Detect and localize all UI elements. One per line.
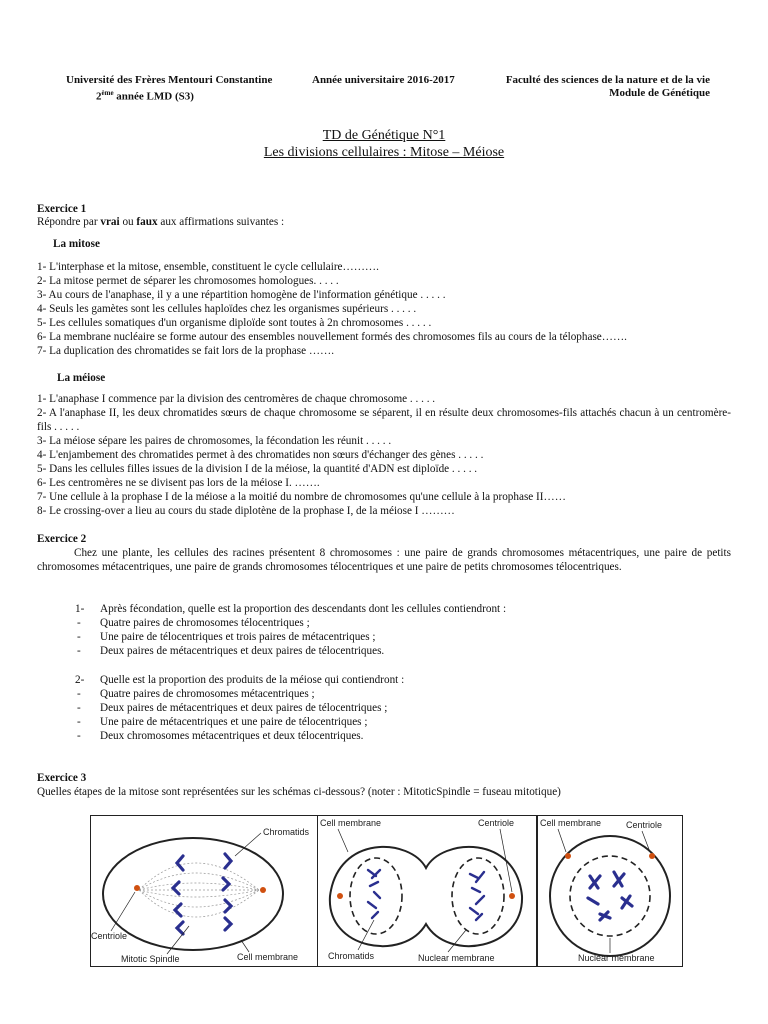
- list-item: 5- Dans les cellules filles issues de la division I de la méiose, la quantité d'ADN est diploïde . . . . .: [37, 463, 478, 475]
- question-number: 2-: [75, 674, 85, 686]
- bullet-dash: -: [77, 730, 81, 742]
- label-cell-membrane: Cell membrane: [237, 952, 299, 962]
- nuclear-membrane-outline: [570, 856, 650, 936]
- list-item: Une paire de télocentriques et trois paires de métacentriques ;: [100, 631, 376, 643]
- mitose-heading: La mitose: [53, 238, 100, 250]
- list-item: Deux paires de métacentriques et deux paires de télocentriques.: [100, 645, 385, 657]
- list-item: 5- Les cellules somatiques d'un organisme diploïde sont toutes à 2n chromosomes . . . . .: [37, 317, 432, 329]
- list-item: 6- Les centromères ne se divisent pas lors de la méiose I. …….: [37, 477, 320, 489]
- bullet-dash: -: [77, 617, 81, 629]
- list-item: Une paire de métacentriques et une paire de télocentriques ;: [100, 716, 368, 728]
- list-item: 2- La mitose permet de séparer les chromosomes homologues. . . . .: [37, 275, 339, 287]
- centriole-left: [337, 893, 343, 899]
- label-centriole: Centriole: [91, 931, 128, 941]
- label-centriole: Centriole: [626, 820, 663, 830]
- bullet-dash: -: [77, 631, 81, 643]
- page-title: TD de Génétique N°1: [322, 128, 446, 143]
- list-item: 1- L'anaphase I commence par la division des centromères de chaque chromosome . . . . .: [37, 393, 436, 405]
- cell-membrane-outline: [330, 847, 522, 946]
- centriole-right: [509, 893, 515, 899]
- chromatids: [173, 854, 231, 934]
- centriole-right: [260, 887, 266, 893]
- label-cell-membrane: Cell membrane: [320, 818, 382, 828]
- figure-prophase: [537, 815, 683, 967]
- label-centriole: Centriole: [478, 818, 515, 828]
- list-item: 2- A l'anaphase II, les deux chromatides sœurs de chaque chromosome se séparent, il en résulte deux chromosomes-fils attachés chacun à un centromère-fils . . . . .: [37, 407, 731, 433]
- bullet-dash: -: [77, 688, 81, 700]
- question-text: Après fécondation, quelle est la proportion des descendants dont les cellules contiendront :: [100, 603, 507, 615]
- label-nuclear-membrane: Nuclear membrane: [578, 953, 655, 963]
- list-item: 3- La méiose sépare les paires de chromosomes, la fécondation les réunit . . . . .: [37, 435, 392, 447]
- bullet-dash: -: [77, 702, 81, 714]
- list-item: Quatre paires de chromosomes métacentriques ;: [100, 688, 315, 700]
- list-item: 7- La duplication des chromatides se fait lors de la prophase …….: [37, 345, 335, 357]
- list-item: 7- Une cellule à la prophase I de la méiose a la moitié du nombre de chromosomes qu'une cellule à la prophase II……: [37, 491, 566, 503]
- list-item: 8- Le crossing-over a lieu au cours du stade diplotène de la prophase I, de la méiose I ………: [37, 505, 455, 517]
- label-cell-membrane: Cell membrane: [540, 818, 602, 828]
- cell-membrane-outline: [103, 838, 283, 950]
- label-chromatids: Chromatids: [263, 827, 310, 837]
- nuclear-membrane-right: [452, 858, 504, 934]
- list-item: 6- La membrane nucléaire se forme autour des ensembles nouvellement formés des chromosomes fils au cours de la télophase…….: [37, 331, 627, 343]
- centriole-left: [565, 853, 571, 859]
- header-faculty: Faculté des sciences de la nature et de la vie: [505, 74, 710, 86]
- question-text: Quelle est la proportion des produits de la méiose qui contiendront :: [100, 674, 405, 686]
- spindle-fibers: [139, 863, 259, 917]
- label-chromatids: Chromatids: [328, 951, 375, 961]
- label-nuclear-membrane: Nuclear membrane: [418, 953, 495, 963]
- centriole-right: [649, 853, 655, 859]
- label-mitotic-spindle: Mitotic Spindle: [121, 954, 180, 964]
- figure-telophase: [317, 815, 537, 967]
- exercice3-heading: Exercice 3: [37, 772, 87, 784]
- header-academic-year: Année universitaire 2016-2017: [312, 74, 455, 86]
- list-item: 3- Au cours de l'anaphase, il y a une répartition homogène de l'information génétique . . . . .: [37, 289, 446, 301]
- exercice2-intro: Chez une plante, les cellules des racines présentent 8 chromosomes : une paire de grands chromosomes métacentriques, une paire de petits chromosomes métacentriques, une paire de grands chromosomes télocentriques et une paire de petits chromosomes télocentriques.: [37, 547, 731, 573]
- list-item: 4- Seuls les gamètes sont les cellules haploïdes chez les organismes supérieurs . . . . .: [37, 303, 417, 315]
- list-item: 4- L'enjambement des chromatides permet à des chromatides non sœurs d'échanger des gènes . . . . .: [37, 449, 484, 461]
- exercice1-heading: Exercice 1: [37, 203, 87, 215]
- list-item: Quatre paires de chromosomes télocentriques ;: [100, 617, 310, 629]
- header-university: Université des Frères Mentouri Constantine: [66, 74, 273, 86]
- exercice2-heading: Exercice 2: [37, 533, 87, 545]
- exercice1-instruction: Répondre par vrai ou faux aux affirmations suivantes :: [37, 216, 285, 228]
- meiose-heading: La méiose: [57, 372, 106, 384]
- list-item: 1- L'interphase et la mitose, ensemble, constituent le cycle cellulaire……….: [37, 261, 379, 273]
- list-item: Deux paires de métacentriques et deux paires de télocentriques ;: [100, 702, 388, 714]
- chromosomes: [588, 872, 632, 920]
- bullet-dash: -: [77, 645, 81, 657]
- nuclear-membrane-left: [350, 858, 402, 934]
- centriole-left: [134, 885, 140, 891]
- chromatids: [368, 870, 484, 920]
- page-subtitle: Les divisions cellulaires : Mitose – Méiose: [263, 145, 505, 160]
- figure-metaphase: [90, 815, 318, 967]
- bullet-dash: -: [77, 716, 81, 728]
- header-module: Module de Génétique: [609, 87, 710, 99]
- exercice3-question: Quelles étapes de la mitose sont représentées sur les schémas ci-dessous? (noter : MitoticSpindle = fuseau mitotique): [37, 786, 561, 798]
- question-number: 1-: [75, 603, 85, 615]
- list-item: Deux chromosomes métacentriques et deux télocentriques.: [100, 730, 364, 742]
- header-year-level: 2ème année LMD (S3): [96, 89, 194, 103]
